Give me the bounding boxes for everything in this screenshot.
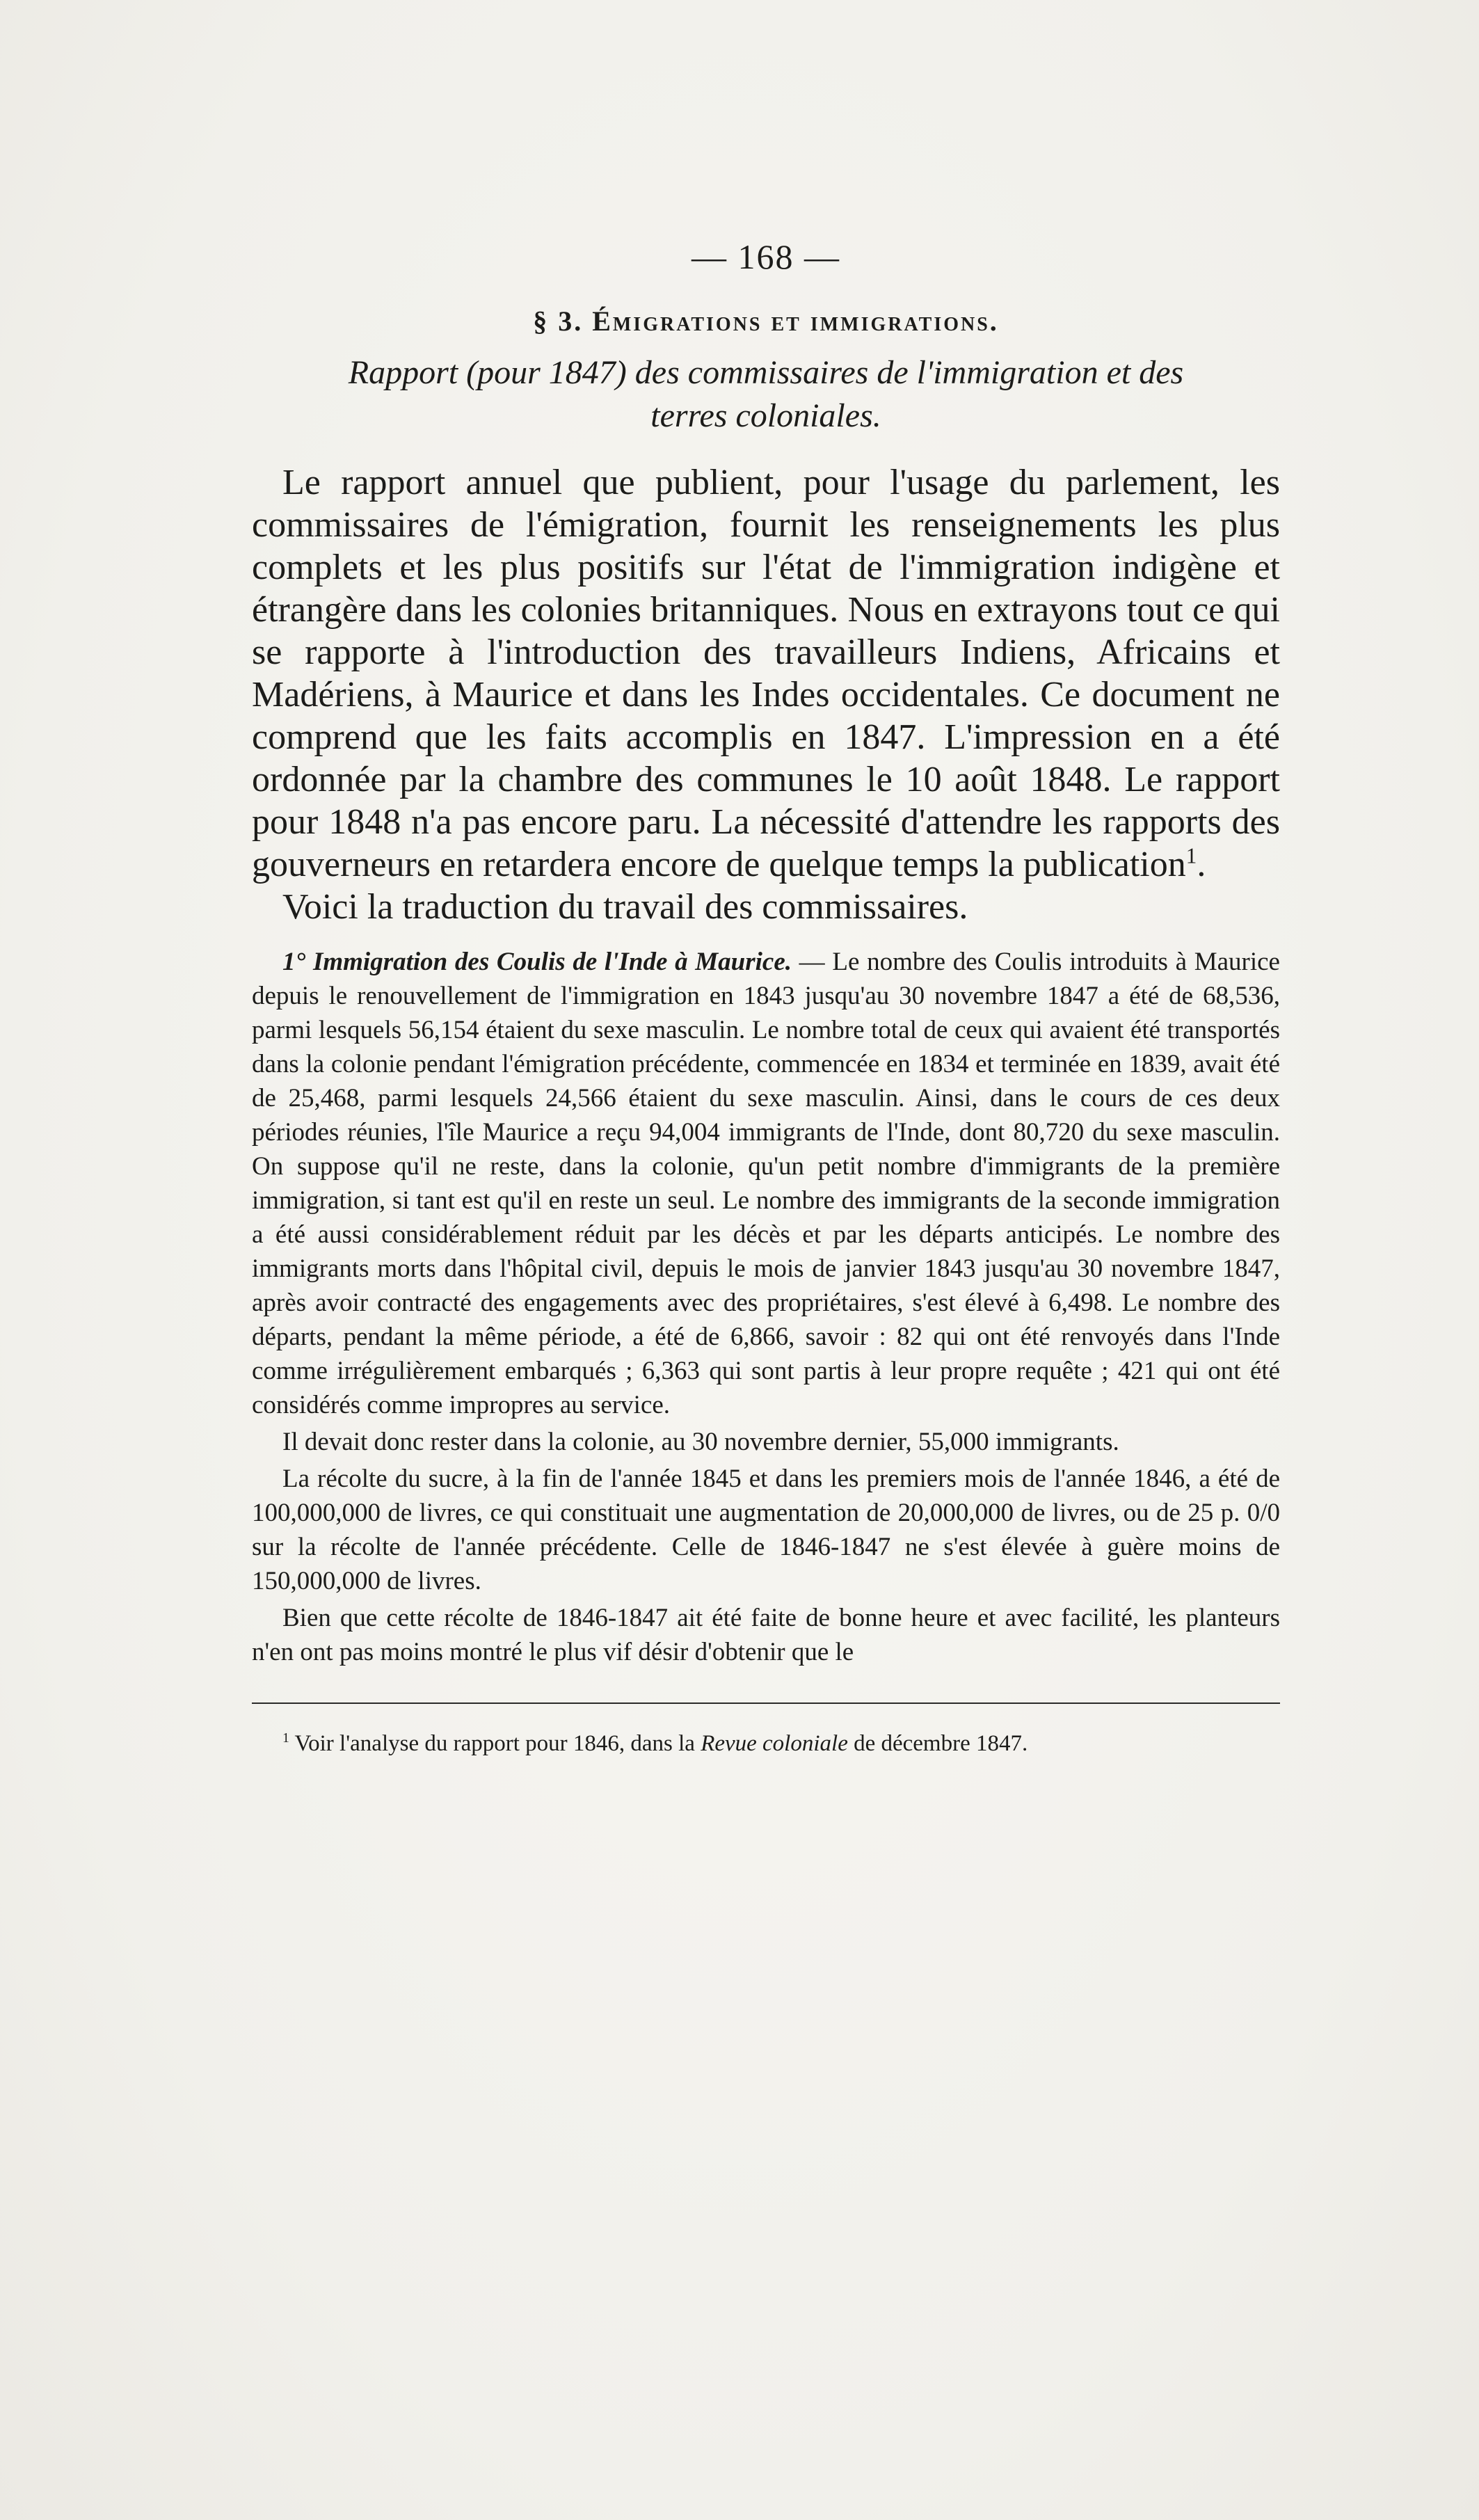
page-number: — 168 — [691,237,840,276]
report-title [252,351,1280,438]
intro-section [252,461,1280,928]
footnote-journal: Revue coloniale [701,1731,848,1756]
footnote [252,1728,1280,1760]
footnote-mark: 1 [282,1730,289,1746]
intro-paragraph-1-end: . [1197,845,1206,884]
body-paragraph-1 [252,945,1280,1422]
body-paragraph-3: La récolte du sucre, à la fin de l'année 1845 et dans les premiers mois de l'année 1846, a été de 100,000,000 de livres, ce qui constituait une augmentation de 20,000,000 de livres, ou de 25 p. 0/0 sur la récolte de l'année précédente. Celle de 1846-1847 ne s'est élevée à guère moins de 150,000,000 de livres. [252,1465,1280,1595]
body-paragraph-2: Il devait donc rester dans la colonie, au 30 novembre dernier, 55,000 immigrants. [282,1428,1119,1456]
intro-paragraph-1 [252,461,1280,886]
body-paragraph-4: Bien que cette récolte de 1846-1847 ait été faite de bonne heure et avec facilité, les planteurs n'en ont pas moins montré le plus vif désir d'obtenir que le [252,1604,1280,1666]
body-paragraph-1-text: — Le nombre des Coulis introduits à Maurice depuis le renouvellement de l'immigration en 1843 jusqu'au 30 novembre 1847 a été de 68,536, parmi lesquels 56,154 étaient du sexe masculin. Le nombre total de ceux qui avaient été transportés dans la colonie pendant l'émigration précédente, commencée en 1834 et terminée en 1839, avait été de 25,468, parmi lesquels 24,566 étaient du sexe masculin. Ainsi, dans le cours de ces deux périodes réunies, l'île Maurice a reçu 94,004 immigrants de l'Inde, dont 80,720 du sexe masculin. On suppose qu'il ne reste, dans la colonie, qu'un petit nombre d'immigrants de la première immigration, si tant est qu'il en reste un seul. Le nombre des immigrants de la seconde immigration a été aussi considérablement réduit par les décès et par les départs anticipés. Le nombre des immigrants morts dans l'hôpital civil, depuis le mois de janvier 1843 jusqu'au 30 novembre 1847, après avoir contracté des engagements avec des propriétaires, s'est élevé à 6,498. Le nombre des départs, pendant la même période, a été de 6,866, savoir : 82 qui ont été renvoyés dans l'Inde comme irrégulièrement embarqués ; 6,363 qui sont partis à leur propre requête ; 421 qui ont été considérés comme impropres au service. [252,948,1280,1419]
intro-paragraph-2: Voici la traduction du travail des commissaires. [282,887,968,927]
footnote-divider [252,1702,1280,1704]
page-content [252,237,1280,1760]
section-title: § 3. Émigrations et immigrations. [533,305,999,337]
intro-paragraph-1-text: Le rapport annuel que publient, pour l'usage du parlement, les commissaires de l'émigration, fournit les renseignements les plus complets et les plus positifs sur l'état de l'immigration indigène et étrangère dans les colonies britanniques. Nous en extrayons tout ce qui se rapporte à l'introduction des travailleurs Indiens, Africains et Madériens, à Maurice et dans les Indes occidentales. Ce document ne comprend que les faits accomplis en 1847. L'impression en a été ordonnée par la chambre des communes le 10 août 1848. Le rapport pour 1848 n'a pas encore paru. La nécessité d'attendre les rapports des gouverneurs en retardera encore de quelque temps la publication [252,463,1280,884]
footnote-text-after: de décembre 1847. [847,1731,1028,1756]
body-section [252,945,1280,1669]
footnote-reference: 1 [1185,843,1197,868]
report-title-line-1: Rapport (pour 1847) des commissaires de l'immigration et des [348,354,1184,391]
footnote-text-before: Voir l'analyse du rapport pour 1846, dans la [289,1731,701,1756]
body-heading: 1° Immigration des Coulis de l'Inde à Maurice. [282,948,792,976]
report-title-line-2: terres coloniales. [650,397,881,434]
